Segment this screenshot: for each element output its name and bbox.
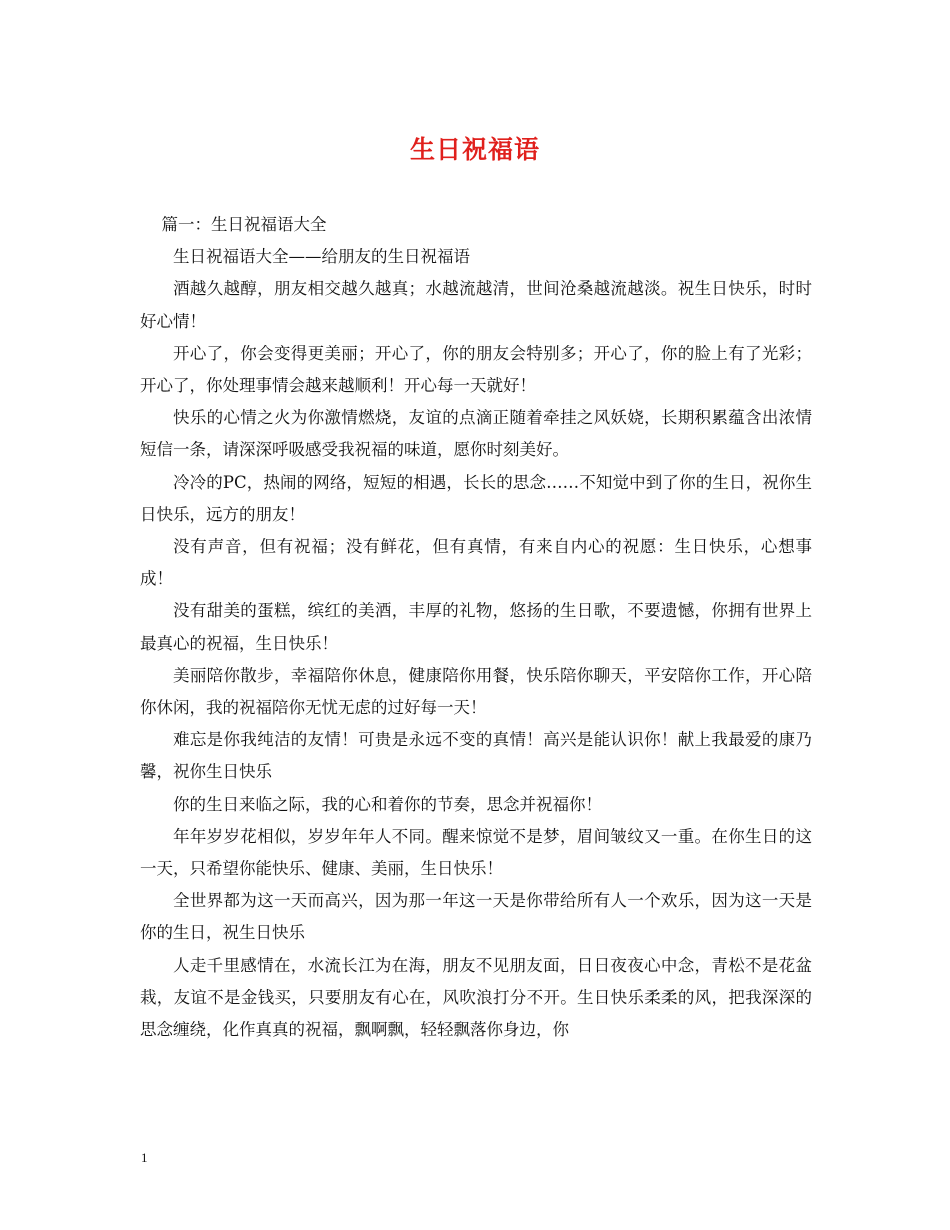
paragraph: 年年岁岁花相似，岁岁年年人不同。醒来惊觉不是梦，眉间皱纹又一重。在你生日的这一天，只希望你能快乐、健康、美丽，生日快乐！ — [140, 826, 812, 879]
section-heading: 篇一：生日祝福语大全 — [161, 215, 327, 234]
paragraph: 美丽陪你散步，幸福陪你休息，健康陪你用餐，快乐陪你聊天，平安陪你工作，开心陪你休闲，我的祝福陪你无忧无虑的过好每一天！ — [140, 665, 812, 718]
paragraph: 难忘是你我纯洁的友情！可贵是永远不变的真情！高兴是能认识你！献上我最爱的康乃馨，祝你生日快乐 — [140, 730, 812, 782]
paragraph: 没有甜美的蛋糕，缤红的美酒，丰厚的礼物，悠扬的生日歌，不要遗憾，你拥有世界上最真心的祝福，生日快乐！ — [140, 601, 812, 653]
page-number: 1 — [141, 1150, 148, 1165]
paragraph: 全世界都为这一天而高兴，因为那一年这一天是你带给所有人一个欢乐，因为这一天是你的生日，祝生日快乐 — [140, 891, 812, 943]
paragraph: 人走千里感情在，水流长江为在海，朋友不见朋友面，日日夜夜心中念，青松不是花盆栽，友谊不是金钱买，只要朋友有心在，风吹浪打分不开。生日快乐柔柔的风，把我深深的思念缠绕，化作真真的祝福，飘啊飘，轻轻飘落你身边，你 — [140, 955, 812, 1040]
paragraph: 没有声音，但有祝福；没有鲜花，但有真情，有来自内心的祝愿：生日快乐，心想事成！ — [140, 537, 812, 589]
paragraph: 你的生日来临之际，我的心和着你的节奏，思念并祝福你！ — [173, 794, 602, 814]
paragraph: 开心了，你会变得更美丽；开心了，你的朋友会特别多；开心了，你的脸上有了光彩；开心了，你处理事情会越来越顺利！开心每一天就好！ — [140, 343, 812, 396]
paragraph: 酒越久越醇，朋友相交越久越真；水越流越清，世间沧桑越流越淡。祝生日快乐，时时好心情！ — [140, 279, 812, 331]
paragraph: 冷冷的PC，热闹的网络，短短的相遇，长长的思念……不知觉中到了你的生日，祝你生日快乐，远方的朋友！ — [140, 472, 812, 524]
paragraph: 快乐的心情之火为你激情燃烧，友谊的点滴正随着牵挂之风妖娆，长期积累蕴含出浓情短信一条，请深深呼吸感受我祝福的味道，愿你时刻美好。 — [140, 408, 812, 460]
paragraph: 生日祝福语大全——给朋友的生日祝福语 — [173, 247, 470, 267]
document-title: 生日祝福语 — [409, 135, 540, 164]
document-body — [140, 209, 812, 1046]
